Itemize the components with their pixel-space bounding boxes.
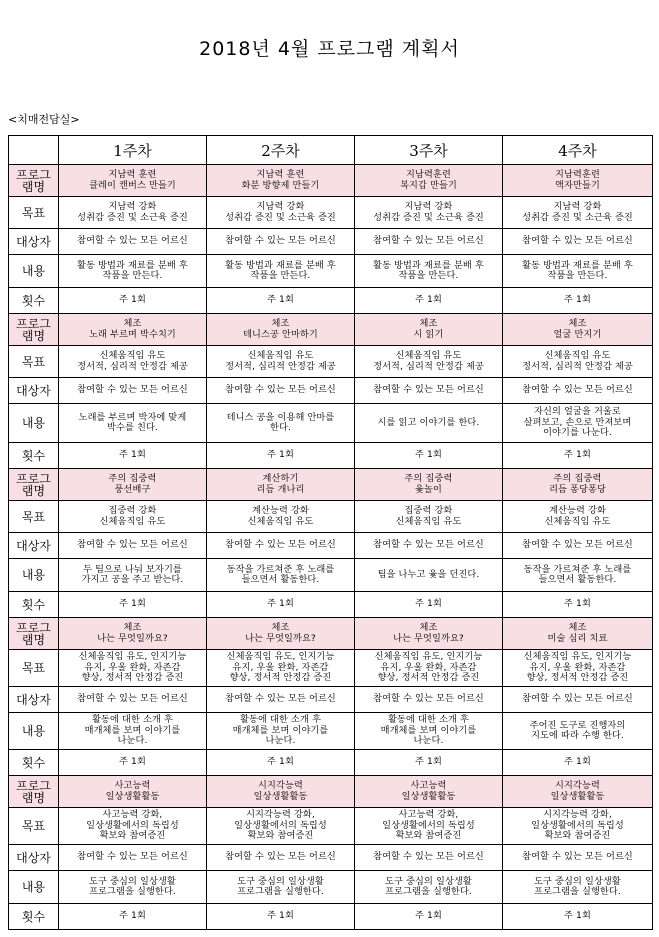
program-name-cell: 체조 노래 부르며 박수치기 <box>59 314 207 346</box>
count-cell: 주 1회 <box>503 288 653 314</box>
target-label: 대상자 <box>9 845 59 871</box>
count-cell: 주 1회 <box>355 443 503 469</box>
content-cell: 주어진 도구로 진행자의 지도에 따라 수행 한다. <box>503 713 653 750</box>
content-row <box>9 255 653 288</box>
content-row <box>9 713 653 750</box>
content-cell: 활동 방법과 재료를 분배 후 작품을 만든다. <box>59 255 207 288</box>
program-name-label: 프로그 램명 <box>9 776 59 808</box>
content-row <box>9 404 653 443</box>
program-name-label: 프로그 램명 <box>9 469 59 501</box>
target-cell: 참여할 수 있는 모든 어르신 <box>355 533 503 559</box>
target-cell: 참여할 수 있는 모든 어르신 <box>503 533 653 559</box>
goal-label: 목표 <box>9 346 59 378</box>
target-cell: 참여할 수 있는 모든 어르신 <box>207 533 355 559</box>
count-cell: 주 1회 <box>207 904 355 930</box>
goal-cell: 신체움직임 유도 정서적, 심리적 안정감 제공 <box>503 346 653 378</box>
content-row <box>9 559 653 592</box>
content-cell: 활동에 대한 소개 후 매개체를 보며 이야기를 나눈다. <box>355 713 503 750</box>
week-header: 1주차 <box>59 136 207 165</box>
goal-cell: 집중력 강화 신체움직임 유도 <box>355 501 503 533</box>
count-cell: 주 1회 <box>355 592 503 618</box>
goal-cell: 신체움직임 유도 정서적, 심리적 안정감 제공 <box>355 346 503 378</box>
goal-cell: 사고능력 강화, 일상생활에서의 독립성 확보와 참여증진 <box>355 808 503 845</box>
count-label: 횟수 <box>9 288 59 314</box>
goal-cell: 신체움직임 유도, 인지기능 유지, 우울 완화, 자존감 향상, 정서적 안정감 증진 <box>503 650 653 687</box>
program-name-cell: 주의 집중력 풍선배구 <box>59 469 207 501</box>
program-name-cell: 시지각능력 일상생활활동 <box>503 776 653 808</box>
page-subtitle: <치매전담실> <box>8 113 80 126</box>
goal-cell: 사고능력 강화, 일상생활에서의 독립성 확보와 참여증진 <box>59 808 207 845</box>
program-name-cell: 체조 테니스공 안마하기 <box>207 314 355 346</box>
count-label: 횟수 <box>9 443 59 469</box>
content-cell: 테니스 공을 이용해 안마를 한다. <box>207 404 355 443</box>
week-header: 2주차 <box>207 136 355 165</box>
target-cell: 참여할 수 있는 모든 어르신 <box>207 687 355 713</box>
program-name-cell: 계산하기 리듬 개나리 <box>207 469 355 501</box>
goal-label: 목표 <box>9 650 59 687</box>
target-label: 대상자 <box>9 229 59 255</box>
goal-row <box>9 650 653 687</box>
content-label: 내용 <box>9 871 59 904</box>
target-cell: 참여할 수 있는 모든 어르신 <box>503 378 653 404</box>
program-name-cell: 사고능력 일상생활활동 <box>59 776 207 808</box>
content-label: 내용 <box>9 713 59 750</box>
content-cell: 팀을 나누고 윷을 던진다. <box>355 559 503 592</box>
goal-cell: 계산능력 강화 신체움직임 유도 <box>503 501 653 533</box>
target-cell: 참여할 수 있는 모든 어르신 <box>503 845 653 871</box>
goal-row <box>9 808 653 845</box>
week-header-row <box>9 136 653 165</box>
program-name-cell: 사고능력 일상생활활동 <box>355 776 503 808</box>
count-cell: 주 1회 <box>59 288 207 314</box>
target-cell: 참여할 수 있는 모든 어르신 <box>355 229 503 255</box>
content-cell: 노래를 부르며 박자에 맞게 박수를 친다. <box>59 404 207 443</box>
program-name-cell: 주의 집중력 윷놀이 <box>355 469 503 501</box>
count-cell: 주 1회 <box>207 443 355 469</box>
program-name-cell: 지남력훈련 복지갑 만들기 <box>355 165 503 197</box>
count-cell: 주 1회 <box>59 443 207 469</box>
target-cell: 참여할 수 있는 모든 어르신 <box>59 229 207 255</box>
goal-cell: 집중력 강화 신체움직임 유도 <box>59 501 207 533</box>
program-name-row <box>9 165 653 197</box>
goal-row <box>9 346 653 378</box>
goal-cell: 계산능력 강화 신체움직임 유도 <box>207 501 355 533</box>
goal-cell: 시지각능력 강화, 일상생활에서의 독립성 확보와 참여증진 <box>503 808 653 845</box>
goal-cell: 신체움직임 유도 정서적, 심리적 안정감 제공 <box>207 346 355 378</box>
content-cell: 활동에 대한 소개 후 매개체를 보며 이야기를 나눈다. <box>59 713 207 750</box>
target-cell: 참여할 수 있는 모든 어르신 <box>207 229 355 255</box>
target-cell: 참여할 수 있는 모든 어르신 <box>355 687 503 713</box>
count-cell: 주 1회 <box>355 288 503 314</box>
content-label: 내용 <box>9 255 59 288</box>
content-cell: 시를 읽고 이야기를 한다. <box>355 404 503 443</box>
program-name-label: 프로그 램명 <box>9 314 59 346</box>
count-cell: 주 1회 <box>503 592 653 618</box>
count-cell: 주 1회 <box>355 904 503 930</box>
target-label: 대상자 <box>9 378 59 404</box>
goal-cell: 지남력 강화 성취감 증진 및 소근육 증진 <box>207 197 355 229</box>
goal-label: 목표 <box>9 197 59 229</box>
target-row <box>9 229 653 255</box>
goal-label: 목표 <box>9 501 59 533</box>
target-cell: 참여할 수 있는 모든 어르신 <box>503 229 653 255</box>
content-row <box>9 871 653 904</box>
goal-cell: 신체움직임 유도, 인지기능 유지, 우울 완화, 자존감 향상, 정서적 안정감 증진 <box>207 650 355 687</box>
count-cell: 주 1회 <box>207 750 355 776</box>
content-cell: 도구 중심의 일상생활 프로그램을 실행한다. <box>503 871 653 904</box>
count-cell: 주 1회 <box>207 592 355 618</box>
program-name-label: 프로그 램명 <box>9 165 59 197</box>
count-label: 횟수 <box>9 750 59 776</box>
count-cell: 주 1회 <box>207 288 355 314</box>
goal-row <box>9 197 653 229</box>
program-name-cell: 체조 얼굴 만지기 <box>503 314 653 346</box>
target-cell: 참여할 수 있는 모든 어르신 <box>59 845 207 871</box>
target-row <box>9 687 653 713</box>
count-cell: 주 1회 <box>503 443 653 469</box>
program-name-row <box>9 469 653 501</box>
content-cell: 활동 방법과 재료를 분배 후 작품을 만든다. <box>207 255 355 288</box>
goal-cell: 지남력 강화 성취감 증진 및 소근육 증진 <box>503 197 653 229</box>
program-name-cell: 시지각능력 일상생활활동 <box>207 776 355 808</box>
goal-row <box>9 501 653 533</box>
program-name-cell: 주의 집중력 리듬 퐁당퐁당 <box>503 469 653 501</box>
program-plan-table <box>8 135 653 930</box>
program-name-cell: 체조 나는 무엇일까요? <box>207 618 355 650</box>
content-label: 내용 <box>9 559 59 592</box>
program-plan-body <box>9 165 653 930</box>
count-cell: 주 1회 <box>355 750 503 776</box>
count-row <box>9 592 653 618</box>
target-row <box>9 845 653 871</box>
count-label: 횟수 <box>9 592 59 618</box>
content-cell: 도구 중심의 일상생활 프로그램을 실행한다. <box>59 871 207 904</box>
content-cell: 도구 중심의 일상생활 프로그램을 실행한다. <box>355 871 503 904</box>
target-cell: 참여할 수 있는 모든 어르신 <box>207 845 355 871</box>
count-cell: 주 1회 <box>503 904 653 930</box>
count-row <box>9 288 653 314</box>
target-row <box>9 533 653 559</box>
content-label: 내용 <box>9 404 59 443</box>
target-cell: 참여할 수 있는 모든 어르신 <box>59 378 207 404</box>
program-name-cell: 지남력 훈련 화분 방향제 만들기 <box>207 165 355 197</box>
header-corner-cell <box>9 136 59 165</box>
program-name-row <box>9 776 653 808</box>
week-header: 3주차 <box>355 136 503 165</box>
program-name-cell: 지남력 훈련 클레이 캔버스 만들기 <box>59 165 207 197</box>
goal-cell: 신체움직임 유도, 인지기능 유지, 우울 완화, 자존감 향상, 정서적 안정감 증진 <box>355 650 503 687</box>
program-name-cell: 지남력훈련 액자만들기 <box>503 165 653 197</box>
count-row <box>9 750 653 776</box>
target-cell: 참여할 수 있는 모든 어르신 <box>355 845 503 871</box>
content-cell: 동작을 가르쳐준 후 노래를 들으면서 활동한다. <box>503 559 653 592</box>
target-cell: 참여할 수 있는 모든 어르신 <box>207 378 355 404</box>
program-name-cell: 체조 시 읽기 <box>355 314 503 346</box>
count-label: 횟수 <box>9 904 59 930</box>
week-header: 4주차 <box>503 136 653 165</box>
target-cell: 참여할 수 있는 모든 어르신 <box>503 687 653 713</box>
target-cell: 참여할 수 있는 모든 어르신 <box>59 687 207 713</box>
goal-label: 목표 <box>9 808 59 845</box>
count-cell: 주 1회 <box>59 904 207 930</box>
content-cell: 활동에 대한 소개 후 매개체를 보며 이야기를 나눈다. <box>207 713 355 750</box>
program-name-row <box>9 314 653 346</box>
content-cell: 활동 방법과 재료를 분배 후 작품을 만든다. <box>355 255 503 288</box>
content-cell: 도구 중심의 일상생활 프로그램을 실행한다. <box>207 871 355 904</box>
goal-cell: 시지각능력 강화, 일상생활에서의 독립성 확보와 참여증진 <box>207 808 355 845</box>
target-label: 대상자 <box>9 533 59 559</box>
goal-cell: 지남력 강화 성취감 증진 및 소근육 증진 <box>355 197 503 229</box>
goal-cell: 신체움직임 유도, 인지기능 유지, 우울 완화, 자존감 향상, 정서적 안정감 증진 <box>59 650 207 687</box>
program-name-label: 프로그 램명 <box>9 618 59 650</box>
count-row <box>9 443 653 469</box>
content-cell: 활동 방법과 재료를 분배 후 작품을 만든다. <box>503 255 653 288</box>
target-cell: 참여할 수 있는 모든 어르신 <box>59 533 207 559</box>
goal-cell: 지남력 강화 성취감 증진 및 소근육 증진 <box>59 197 207 229</box>
program-name-row <box>9 618 653 650</box>
program-name-cell: 체조 나는 무엇일까요? <box>59 618 207 650</box>
page-title: 2018년 4월 프로그램 계획서 <box>199 38 460 60</box>
program-name-cell: 체조 미술 심리 치료 <box>503 618 653 650</box>
content-cell: 동작을 가르쳐준 후 노래를 들으면서 활동한다. <box>207 559 355 592</box>
count-cell: 주 1회 <box>59 592 207 618</box>
content-cell: 자신의 얼굴을 거울로 살펴보고, 손으로 만져보며 이야기를 나눈다. <box>503 404 653 443</box>
target-row <box>9 378 653 404</box>
target-label: 대상자 <box>9 687 59 713</box>
count-cell: 주 1회 <box>59 750 207 776</box>
goal-cell: 신체움직임 유도 정서적, 심리적 안정감 제공 <box>59 346 207 378</box>
count-row <box>9 904 653 930</box>
program-name-cell: 체조 나는 무엇일까요? <box>355 618 503 650</box>
content-cell: 두 팀으로 나눠 보자기를 가지고 공을 주고 받는다. <box>59 559 207 592</box>
count-cell: 주 1회 <box>503 750 653 776</box>
target-cell: 참여할 수 있는 모든 어르신 <box>355 378 503 404</box>
